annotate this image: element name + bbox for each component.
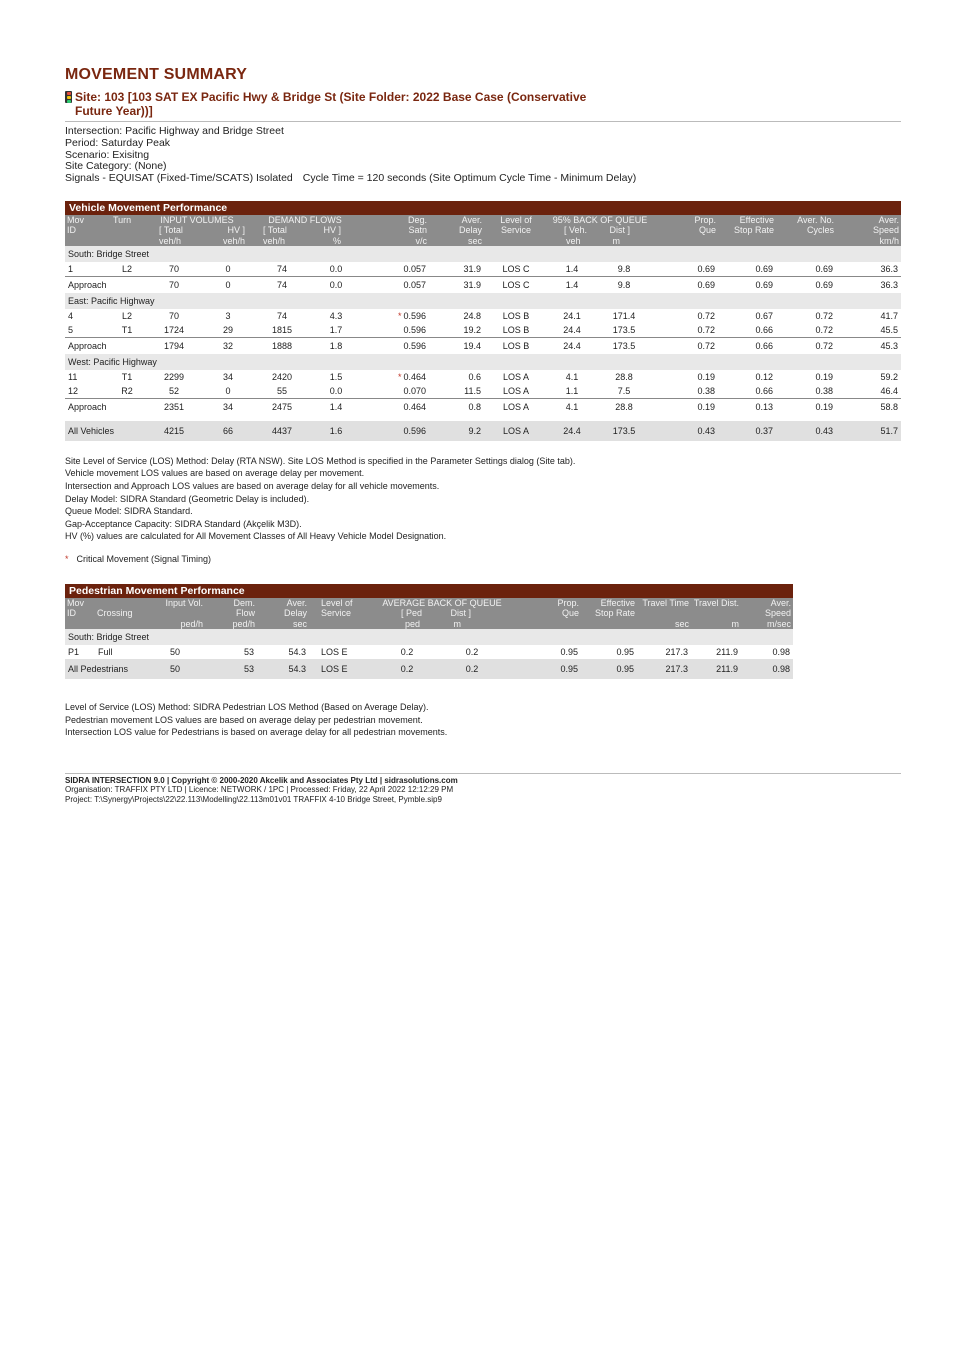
- table-cell: 0.596: [359, 421, 429, 441]
- table-cell: 1.6: [313, 421, 359, 441]
- note-line: Pedestrian movement LOS values are based on average delay per pedestrian movement.: [65, 714, 423, 725]
- note-line: Site Level of Service (LOS) Method: Delay (RTA NSW). Site LOS Method is specified in the Parameter Settings dialog (Site tab).: [65, 455, 576, 466]
- divider: [65, 121, 901, 122]
- table-cell: 0.38: [776, 384, 836, 399]
- critical-movement-legend: * Critical Movement (Signal Timing): [65, 554, 212, 565]
- table-cell: 24.4: [548, 421, 596, 441]
- section-label: South: Bridge Street: [65, 246, 901, 262]
- table-cell: 74: [276, 310, 287, 321]
- traffic-signal-icon: [65, 91, 72, 103]
- table-cell: T1: [121, 371, 133, 382]
- table-cell: 5: [65, 323, 111, 338]
- table-cell: 31.9: [429, 262, 484, 277]
- table-cell: 2299: [163, 371, 185, 382]
- table-cell: 31.9: [429, 276, 484, 293]
- table-cell: 9.8: [596, 276, 652, 293]
- table-cell: 54.3: [257, 659, 309, 679]
- report-page: [65, 62, 901, 804]
- table-cell: 45.3: [836, 337, 901, 354]
- table-cell: L2: [121, 310, 132, 321]
- all-pedestrians-row: [65, 659, 793, 679]
- note-line: Intersection LOS value for Pedestrians is based on average delay for all pedestrian movements.: [65, 727, 448, 738]
- table-cell: 0.67: [755, 310, 773, 321]
- vehicle-table-header: Mov ID Turn INPUT VOLUMES [ Total HV ] veh/h veh/h DEMAND FLOWS [ Total HV ] veh/h % Deg. Satn v/c Aver. Delay sec Level of Service 95% BACK OF QUEUE [ Veh. Dist ] veh m Prop. Que Effective Stop Rate Aver. No. Cycles Aver. Speed km/h: [67, 214, 899, 246]
- table-cell: LOS A: [484, 384, 548, 399]
- note-line: Delay Model: SIDRA Standard (Geometric Delay is included).: [65, 493, 310, 504]
- table-cell: 34: [222, 371, 233, 382]
- footer-copyright: SIDRA INTERSECTION 9.0 | Copyright © 2000-2020 Akcelik and Associates Pty Ltd | sidrasolutions.com: [65, 775, 458, 785]
- table-cell: 0.95: [581, 659, 637, 679]
- site-heading: [65, 90, 901, 118]
- table-cell: 0: [205, 276, 251, 293]
- table-cell: 36.3: [836, 262, 901, 277]
- table-cell: 59.2: [880, 371, 898, 382]
- table-cell: 0.19: [815, 371, 833, 382]
- table-cell: 2351: [143, 398, 205, 415]
- table-cell: LOS B: [484, 337, 548, 354]
- table-cell: 19.2: [429, 323, 484, 338]
- table-cell: 4437: [251, 421, 313, 441]
- table-row: [65, 323, 901, 338]
- table-cell: 36.3: [836, 276, 901, 293]
- table-cell: 0.66: [718, 384, 776, 399]
- table-cell: All Vehicles: [65, 421, 143, 441]
- table-cell: LOS C: [484, 276, 548, 293]
- table-cell: LOS E: [309, 659, 377, 679]
- note-line: Level of Service (LOS) Method: SIDRA Pedestrian LOS Method (Based on Average Delay).: [65, 701, 429, 712]
- critical-star-icon: *: [65, 554, 69, 565]
- table-cell: 0.72: [652, 337, 718, 354]
- table-cell: 1.8: [313, 337, 359, 354]
- vehicle-movement-table: [65, 201, 901, 441]
- vehicle-table-title: Vehicle Movement Performance: [69, 201, 228, 214]
- table-cell: 217.3: [665, 646, 688, 657]
- table-cell: 11: [68, 371, 78, 382]
- ped-table-header: Mov ID Crossing Input Vol. ped/h Dem. Flow ped/h Aver. Delay sec Level of Service AVERAGE BACK OF QUEUE [ Ped Dist ] ped m Prop. Que Effective Stop Rate Travel Time sec Travel Dist. m Aver. Speed m/sec: [67, 598, 791, 629]
- table-cell: 171.4: [612, 310, 636, 321]
- table-cell: 24.8: [463, 310, 481, 321]
- table-cell: 1.5: [329, 371, 343, 382]
- table-cell: 55: [251, 384, 313, 399]
- table-cell: 1815: [251, 323, 313, 338]
- table-cell: 0.0: [313, 276, 359, 293]
- table-cell: 0.2: [465, 646, 479, 657]
- table-cell: 0.98: [772, 646, 790, 657]
- table-cell: 46.4: [836, 384, 901, 399]
- table-cell: 0: [205, 262, 251, 277]
- table-cell: L2: [111, 262, 143, 277]
- table-cell: 4.3: [329, 310, 343, 321]
- page-title: MOVEMENT SUMMARY: [65, 66, 248, 83]
- table-cell: 0.12: [755, 371, 773, 382]
- table-cell: 0.37: [718, 421, 776, 441]
- table-cell: 0.38: [652, 384, 718, 399]
- table-cell: 0.13: [718, 398, 776, 415]
- period-text: Period: Saturday Peak: [65, 136, 171, 149]
- table-cell: 19.4: [429, 337, 484, 354]
- table-cell: 0.0: [313, 384, 359, 399]
- table-cell: 0.95: [560, 646, 578, 657]
- table-cell: 0.2: [437, 659, 507, 679]
- table-cell: 4: [68, 310, 74, 321]
- table-cell: LOS A: [502, 371, 529, 382]
- table-cell: Full: [98, 646, 113, 657]
- table-cell: 32: [205, 337, 251, 354]
- table-cell: 4215: [143, 421, 205, 441]
- table-cell: 1.7: [313, 323, 359, 338]
- table-cell: 0.69: [652, 276, 718, 293]
- table-cell: 173.5: [596, 337, 652, 354]
- section-row: [65, 293, 901, 309]
- table-cell: 0.2: [377, 659, 437, 679]
- table-cell: 0.72: [697, 310, 715, 321]
- table-cell: T1: [111, 323, 143, 338]
- section-label: East: Pacific Highway: [65, 293, 901, 309]
- table-cell: 12: [65, 384, 111, 399]
- section-row: [65, 629, 793, 645]
- table-cell: 1724: [143, 323, 205, 338]
- table-cell: 3: [225, 310, 231, 321]
- footer-organisation: Organisation: TRAFFIX PTY LTD | Licence: NETWORK / 1PC | Processed: Friday, 22 April 2022 12:12:29 PM: [65, 785, 454, 795]
- satn-value: 0.464: [403, 371, 426, 382]
- table-cell: 24.1: [563, 310, 581, 321]
- table-row: [65, 370, 901, 384]
- table-cell: Approach: [65, 276, 143, 293]
- table-cell: 1.1: [548, 384, 596, 399]
- all-vehicles-row: [65, 421, 901, 441]
- table-cell: LOS A: [484, 421, 548, 441]
- table-cell: LOS C: [484, 262, 548, 277]
- table-cell: 24.4: [548, 337, 596, 354]
- table-cell: [359, 309, 429, 323]
- section-row: [65, 246, 901, 262]
- table-cell: 0.66: [718, 323, 776, 338]
- table-cell: 0.057: [359, 276, 429, 293]
- table-cell: 51.7: [836, 421, 901, 441]
- table-cell: [359, 384, 429, 399]
- table-cell: 0.464: [359, 398, 429, 415]
- table-cell: 0.69: [718, 276, 776, 293]
- table-cell: 4.1: [548, 398, 596, 415]
- table-cell: 7.5: [596, 384, 652, 399]
- note-line: Gap-Acceptance Capacity: SIDRA Standard (Akçelik M3D).: [65, 518, 302, 529]
- table-cell: 0.69: [652, 262, 718, 277]
- note-line: Vehicle movement LOS values are based on average delay per movement.: [65, 468, 365, 479]
- table-cell: LOS B: [484, 323, 548, 338]
- table-cell: 50: [145, 659, 205, 679]
- table-row: [65, 384, 901, 399]
- table-cell: 0.0: [313, 262, 359, 277]
- table-cell: 0.2: [400, 646, 414, 657]
- table-cell: 173.5: [596, 421, 652, 441]
- section-label: West: Pacific Highway: [65, 354, 901, 370]
- table-cell: [359, 370, 429, 384]
- table-cell: 50: [169, 646, 180, 657]
- table-cell: 0.8: [429, 398, 484, 415]
- table-cell: 2475: [251, 398, 313, 415]
- intersection-text: Intersection: Pacific Highway and Bridge Street: [65, 125, 284, 137]
- critical-star-icon: *: [397, 371, 402, 382]
- section-row: [65, 354, 901, 370]
- satn-value: 0.057: [403, 263, 426, 274]
- table-cell: 53: [205, 659, 257, 679]
- table-cell: Approach: [65, 337, 143, 354]
- table-cell: [359, 262, 429, 277]
- table-cell: 53: [243, 646, 254, 657]
- ped-table-title: Pedestrian Movement Performance: [69, 585, 245, 598]
- vehicle-notes: [65, 455, 901, 543]
- table-cell: 0.72: [776, 337, 836, 354]
- table-cell: 0.69: [718, 262, 776, 277]
- table-cell: 41.7: [880, 310, 898, 321]
- table-cell: 0.19: [652, 398, 718, 415]
- table-cell: 0.95: [507, 659, 581, 679]
- table-cell: 0.72: [815, 310, 833, 321]
- table-cell: 34: [205, 398, 251, 415]
- table-cell: 2420: [271, 371, 293, 382]
- critical-star-icon: *: [397, 310, 402, 321]
- table-cell: [359, 323, 429, 338]
- table-cell: 0.43: [776, 421, 836, 441]
- table-cell: 11.5: [429, 384, 484, 399]
- table-cell: 0.72: [776, 323, 836, 338]
- table-cell: LOS E: [321, 646, 348, 657]
- table-cell: 1.4: [548, 262, 596, 277]
- table-row: [65, 262, 901, 277]
- table-cell: 74: [251, 276, 313, 293]
- table-cell: 9.8: [596, 262, 652, 277]
- note-line: Intersection and Approach LOS values are based on average delay for all vehicle movements.: [65, 481, 440, 492]
- table-cell: 211.9: [716, 646, 738, 657]
- footer: [65, 776, 901, 805]
- site-category-text: Site Category: (None): [65, 160, 167, 173]
- table-cell: 70: [168, 310, 179, 321]
- table-cell: 29: [205, 323, 251, 338]
- site-info: [65, 126, 901, 185]
- pedestrian-notes: [65, 701, 901, 739]
- footer-divider: [65, 773, 901, 774]
- table-cell: 58.8: [836, 398, 901, 415]
- signals-text: Signals - EQUISAT (Fixed-Time/SCATS) Isolated Cycle Time = 120 seconds (Site Optimum Cycle Time - Minimum Delay): [65, 172, 637, 185]
- table-cell: 24.4: [548, 323, 596, 338]
- site-title: Site: 103 [103 SAT EX Pacific Hwy & Bridge St (Site Folder: 2022 Base Case (Conservative Future Year))]: [75, 90, 587, 118]
- table-cell: 0: [205, 384, 251, 399]
- footer-project: Project: T:\Synergy\Projects\22\22.113\Modelling\22.113m01v01 TRAFFIX 4-10 Bridge Street, Pymble.sip9: [65, 794, 442, 804]
- table-cell: 0.596: [359, 337, 429, 354]
- section-label: South: Bridge Street: [65, 629, 793, 645]
- table-cell: 0.19: [776, 398, 836, 415]
- table-cell: 0.19: [697, 371, 715, 382]
- table-cell: 1888: [251, 337, 313, 354]
- approach-row: [65, 276, 901, 293]
- satn-value: 0.596: [403, 324, 426, 335]
- table-cell: 217.3: [637, 659, 691, 679]
- table-row: [65, 309, 901, 323]
- table-cell: 0.66: [718, 337, 776, 354]
- table-cell: 9.2: [429, 421, 484, 441]
- table-cell: 28.8: [596, 398, 652, 415]
- table-cell: 54.3: [288, 646, 306, 657]
- table-cell: 173.5: [596, 323, 652, 338]
- table-cell: 52: [143, 384, 205, 399]
- table-cell: 1.4: [313, 398, 359, 415]
- table-cell: 0.69: [776, 276, 836, 293]
- table-cell: LOS A: [484, 398, 548, 415]
- table-cell: 0.43: [652, 421, 718, 441]
- satn-value: 0.596: [403, 310, 426, 321]
- table-cell: 0.6: [468, 371, 481, 382]
- pedestrian-movement-table: [65, 584, 793, 679]
- table-row: [65, 645, 793, 659]
- table-cell: 0.98: [741, 659, 793, 679]
- note-line: Queue Model: SIDRA Standard.: [65, 506, 193, 517]
- table-cell: 45.5: [836, 323, 901, 338]
- table-cell: 1.4: [548, 276, 596, 293]
- approach-row: [65, 337, 901, 354]
- table-cell: Approach: [65, 398, 143, 415]
- approach-row: [65, 398, 901, 415]
- table-cell: 1794: [143, 337, 205, 354]
- table-cell: 0.95: [616, 646, 634, 657]
- table-cell: LOS B: [502, 310, 530, 321]
- table-cell: 1: [65, 262, 111, 277]
- table-cell: 70: [143, 276, 205, 293]
- table-cell: 70: [143, 262, 205, 277]
- table-cell: 66: [205, 421, 251, 441]
- table-cell: 0.69: [776, 262, 836, 277]
- table-cell: P1: [68, 646, 80, 657]
- table-cell: 4.1: [565, 371, 579, 382]
- satn-value: 0.070: [403, 385, 426, 396]
- table-cell: 28.8: [615, 371, 633, 382]
- note-line: HV (%) values are calculated for All Movement Classes of All Heavy Vehicle Model Designation.: [65, 531, 447, 542]
- scenario-text: Scenario: Exisitng: [65, 148, 150, 161]
- table-cell: 0.72: [652, 323, 718, 338]
- table-cell: R2: [111, 384, 143, 399]
- table-cell: All Pedestrians: [65, 659, 145, 679]
- table-cell: 74: [251, 262, 313, 277]
- table-cell: 211.9: [691, 659, 741, 679]
